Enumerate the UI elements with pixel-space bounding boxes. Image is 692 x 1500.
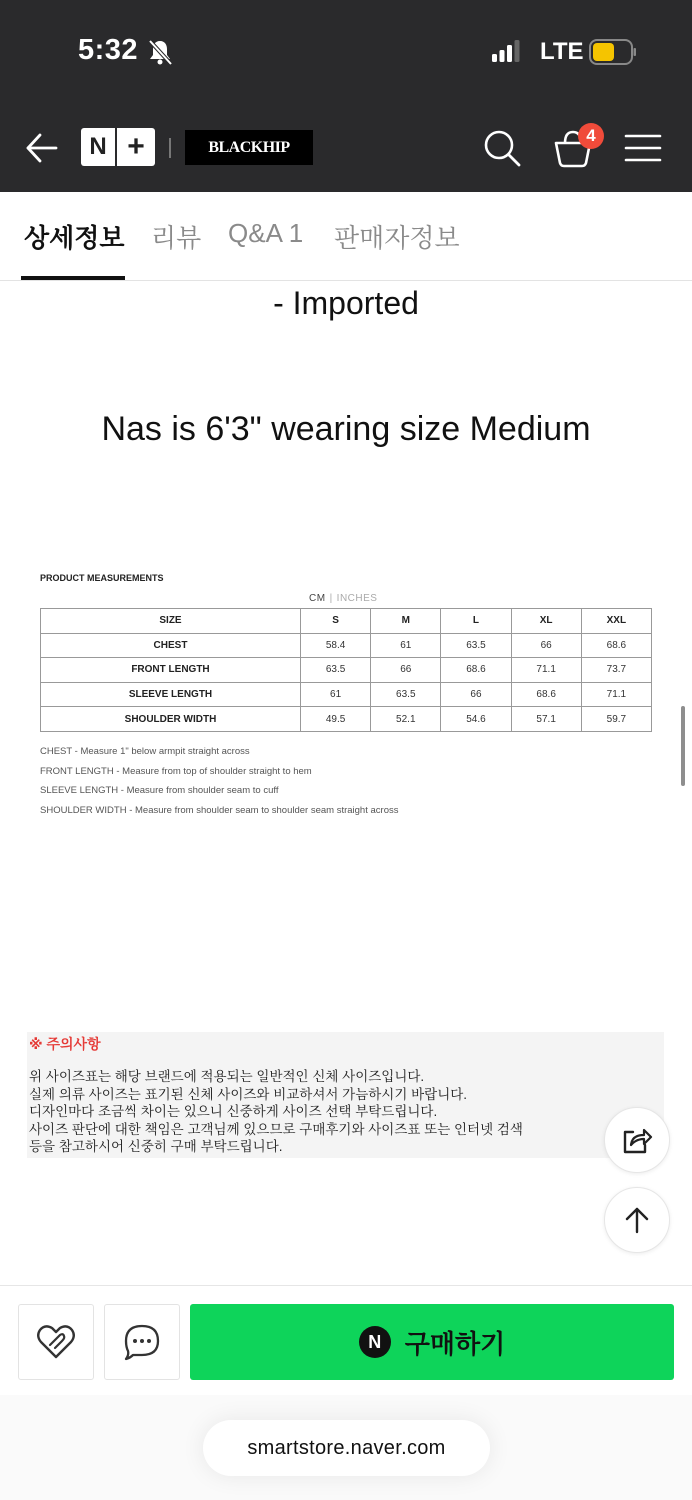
menu-icon[interactable] [624, 132, 662, 164]
header-divider [169, 138, 171, 158]
table-cell: SLEEVE LENGTH [41, 682, 301, 707]
unit-cm: CM [309, 593, 326, 604]
url-bar[interactable]: smartstore.naver.com [203, 1420, 490, 1476]
search-icon[interactable] [482, 128, 522, 168]
table-cell: 66 [371, 658, 441, 683]
measurements-title: PRODUCT MEASUREMENTS [40, 573, 164, 583]
bell-off-icon [147, 38, 173, 66]
battery-icon [589, 39, 637, 65]
status-time: 5:32 [78, 34, 139, 66]
table-cell: 73.7 [581, 658, 651, 683]
table-cell: 66 [441, 682, 511, 707]
table-cell: 61 [301, 682, 371, 707]
notice-line: 사이즈 판단에 대한 책임은 고객님께 있으므로 구매후기와 사이즈표 또는 인터넷 검색 [29, 1121, 523, 1137]
table-cell: 52.1 [371, 707, 441, 732]
table-row [41, 707, 652, 732]
table-cell: 61 [371, 633, 441, 658]
table-cell: 49.5 [301, 707, 371, 732]
cart-count-badge: 4 [578, 123, 604, 149]
table-cell: 63.5 [301, 658, 371, 683]
table-row [41, 633, 652, 658]
signal-icon [492, 40, 520, 62]
top-bar [0, 0, 692, 192]
talktalk-button[interactable] [104, 1304, 180, 1380]
note-line: CHEST - Measure 1" below armpit straight across [40, 746, 250, 757]
table-cell: 57.1 [511, 707, 581, 732]
imported-text: - Imported [273, 285, 419, 321]
size-table [40, 608, 652, 732]
note-line: SLEEVE LENGTH - Measure from shoulder seam to cuff [40, 785, 279, 796]
table-row [41, 682, 652, 707]
tab-review[interactable]: 리뷰 [151, 223, 202, 253]
network-type: LTE [540, 38, 584, 65]
table-cell: 66 [511, 633, 581, 658]
arrow-up-icon [622, 1205, 652, 1235]
logo-n: N [81, 128, 117, 166]
table-cell: 58.4 [301, 633, 371, 658]
chat-bubble-icon [122, 1322, 162, 1362]
zzim-button[interactable] [18, 1304, 94, 1380]
unit-inches: INCHES [336, 593, 378, 604]
table-cell: FRONT LENGTH [41, 658, 301, 683]
back-arrow-icon[interactable] [24, 128, 60, 168]
naver-pay-badge: N [359, 1326, 391, 1358]
page-scrollbar[interactable] [681, 706, 685, 786]
naver-plus-logo[interactable] [81, 128, 155, 166]
notice-body [29, 1068, 664, 1156]
tab-detail[interactable]: 상세정보 [24, 223, 125, 253]
share-icon [620, 1123, 654, 1157]
table-header: L [441, 609, 511, 634]
table-header: M [371, 609, 441, 634]
product-tabs [0, 192, 692, 281]
table-cell: 68.6 [511, 682, 581, 707]
table-row [41, 658, 652, 683]
table-header: SIZE [41, 609, 301, 634]
brand-logo[interactable]: BLACKHIP [185, 130, 313, 165]
scroll-top-button[interactable] [604, 1187, 670, 1253]
notice-line: 디자인마다 조금씩 차이는 있으니 신중하게 사이즈 선택 부탁드립니다. [29, 1104, 438, 1119]
note-line: FRONT LENGTH - Measure from top of shoulder straight to hem [40, 765, 312, 777]
table-cell: CHEST [41, 633, 301, 658]
notice-title: ※ 주의사항 [29, 1036, 101, 1052]
table-cell: 54.6 [441, 707, 511, 732]
logo-plus: + [127, 130, 145, 163]
table-cell: 71.1 [511, 658, 581, 683]
table-header: XL [511, 609, 581, 634]
table-header: S [301, 609, 371, 634]
heart-icon [35, 1323, 77, 1361]
buy-now-button[interactable] [190, 1304, 674, 1380]
buy-label: 구매하기 [404, 1328, 506, 1359]
tab-qna[interactable]: Q&A 1 [228, 218, 304, 248]
tab-seller-info[interactable]: 판매자정보 [334, 223, 460, 253]
table-cell: 68.6 [441, 658, 511, 683]
active-tab-indicator [21, 276, 125, 280]
table-header: XXL [581, 609, 651, 634]
notice-line: 위 사이즈표는 해당 브랜드에 적용되는 일반적인 신체 사이즈입니다. [29, 1069, 425, 1084]
table-cell: 71.1 [581, 682, 651, 707]
table-header-row [41, 609, 652, 634]
notice-line: 실제 의류 사이즈는 표기된 신체 사이즈와 비교하셔서 가늠하시기 바랍니다. [29, 1086, 468, 1102]
size-notice-box [27, 1032, 664, 1158]
table-cell: 59.7 [581, 707, 651, 732]
note-line: SHOULDER WIDTH - Measure from shoulder seam to shoulder seam straight across [40, 804, 399, 816]
table-cell: 68.6 [581, 633, 651, 658]
notice-line: 등을 참고하시어 신중히 구매 부탁드립니다. [29, 1139, 283, 1154]
model-size-note: Nas is 6'3" wearing size Medium [101, 410, 591, 448]
table-cell: 63.5 [371, 682, 441, 707]
share-button[interactable] [604, 1107, 670, 1173]
unit-toggle: CM | INCHES [309, 593, 378, 604]
table-cell: SHOULDER WIDTH [41, 707, 301, 732]
table-cell: 63.5 [441, 633, 511, 658]
measurement-notes [40, 742, 398, 820]
